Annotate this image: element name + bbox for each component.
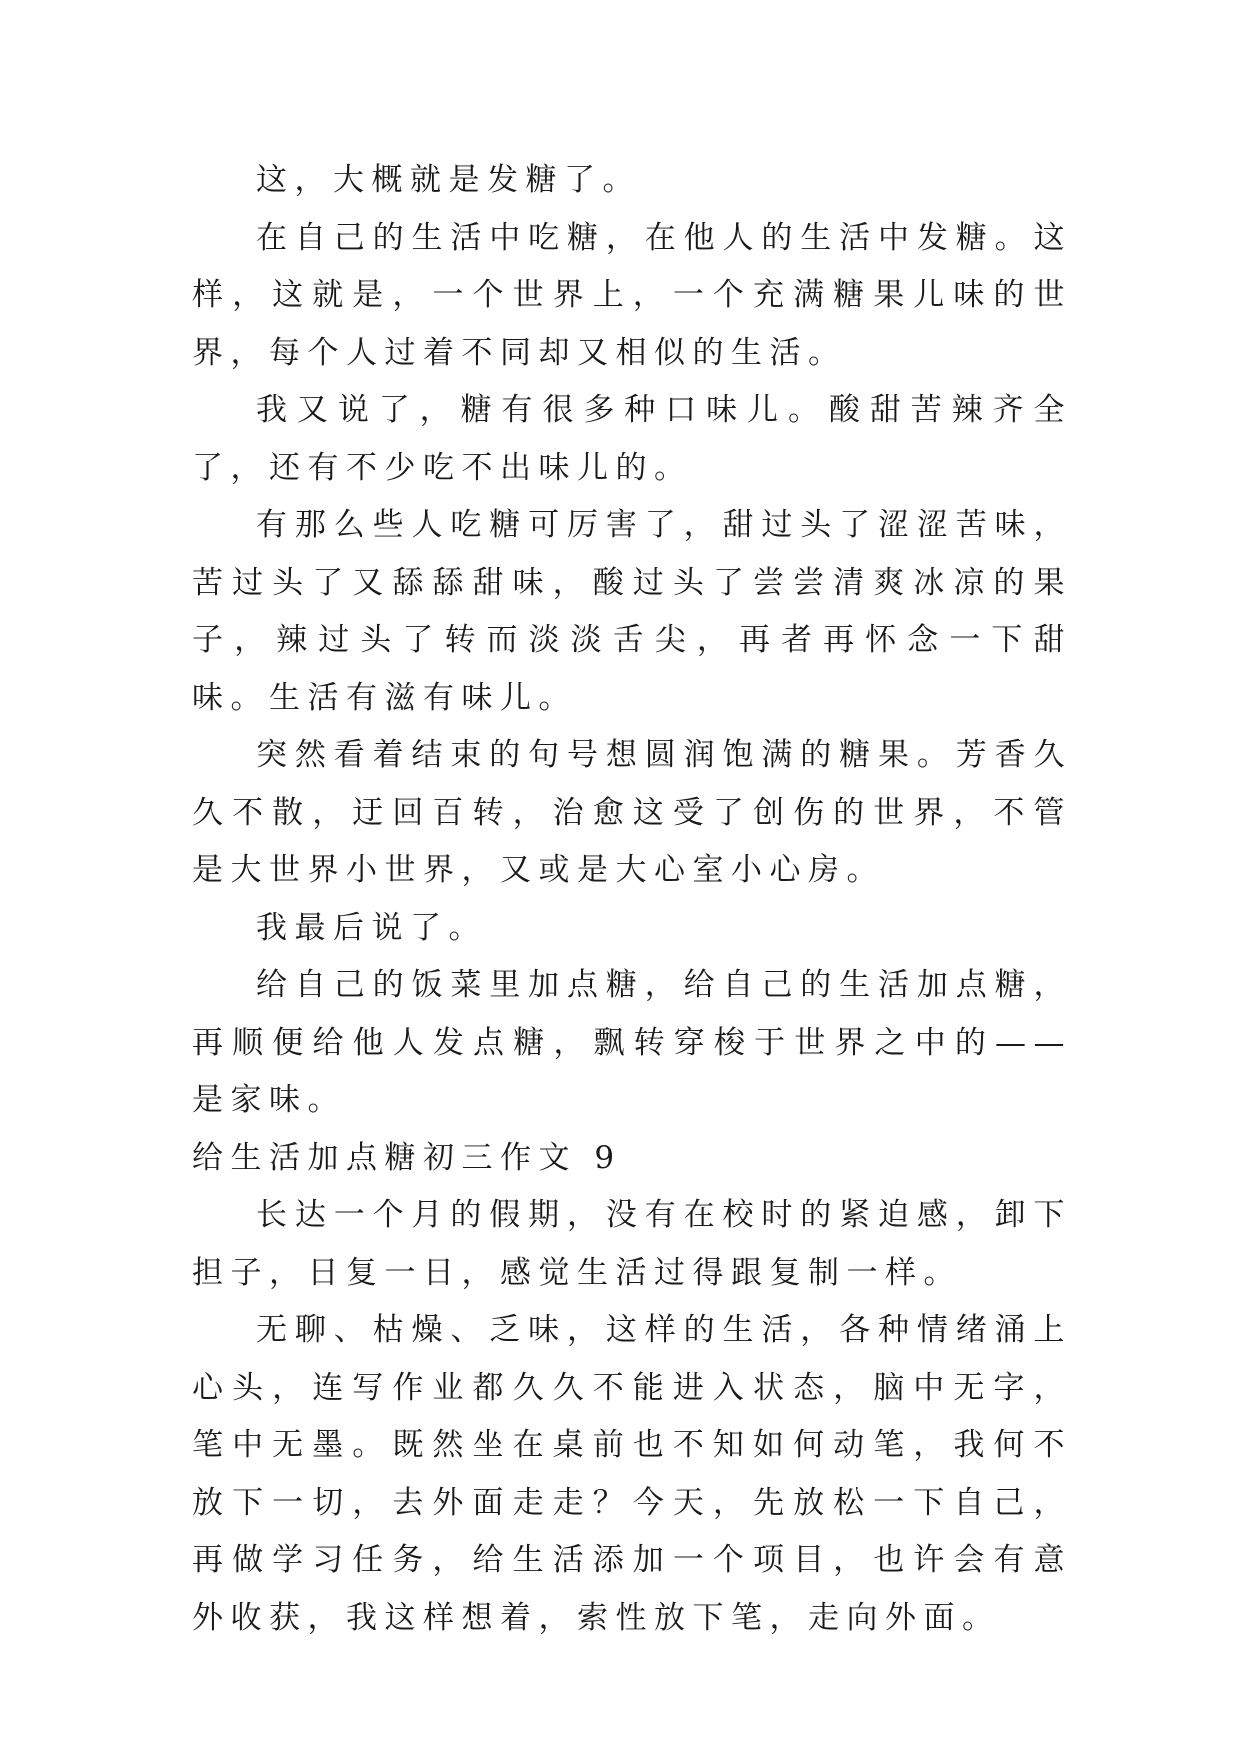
paragraph: 我最后说了。 — [256, 909, 487, 946]
paragraph: 在自己的生活中吃糖，在他人的生活中发糖。这样，这就是，一个世界上，一个充满糖果儿味的世界，每个人过着不同却又相似的生活。 — [192, 219, 1072, 371]
paragraph: 有那么些人吃糖可厉害了，甜过头了涩涩苦味，苦过头了又舔舔甜味，酸过头了尝尝清爽冰凉的果子，辣过头了转而淡淡舌尖，再者再怀念一下甜味。生活有滋有味儿。 — [192, 507, 1072, 716]
document-body — [192, 152, 1072, 1647]
paragraph: 突然看着结束的句号想圆润饱满的糖果。芳香久久不散，迂回百转，治愈这受了创伤的世界，不管是大世界小世界，又或是大心室小心房。 — [192, 737, 1072, 888]
paragraph: 这，大概就是发糖了。 — [256, 162, 641, 198]
paragraph: 给自己的饭菜里加点糖，给自己的生活加点糖，再顺便给他人发点糖，飘转穿梭于世界之中的——是家味。 — [192, 967, 1072, 1118]
section-heading: 给生活加点糖初三作文 9 — [192, 1139, 622, 1176]
paragraph: 无聊、枯燥、乏味，这样的生活，各种情绪涌上心头，连写作业都久久不能进入状态，脑中无字，笔中无墨。既然坐在桌前也不知如何动笔，我何不放下一切，去外面走走？今天，先放松一下自己，再做学习任务，给生活添加一个项目，也许会有意外收获，我这样想着，索性放下笔，走向外面。 — [192, 1312, 1072, 1636]
paragraph: 长达一个月的假期，没有在校时的紧迫感，卸下担子，日复一日，感觉生活过得跟复制一样。 — [192, 1197, 1072, 1291]
paragraph: 我又说了，糖有很多种口味儿。酸甜苦辣齐全了，还有不少吃不出味儿的。 — [192, 392, 1072, 486]
